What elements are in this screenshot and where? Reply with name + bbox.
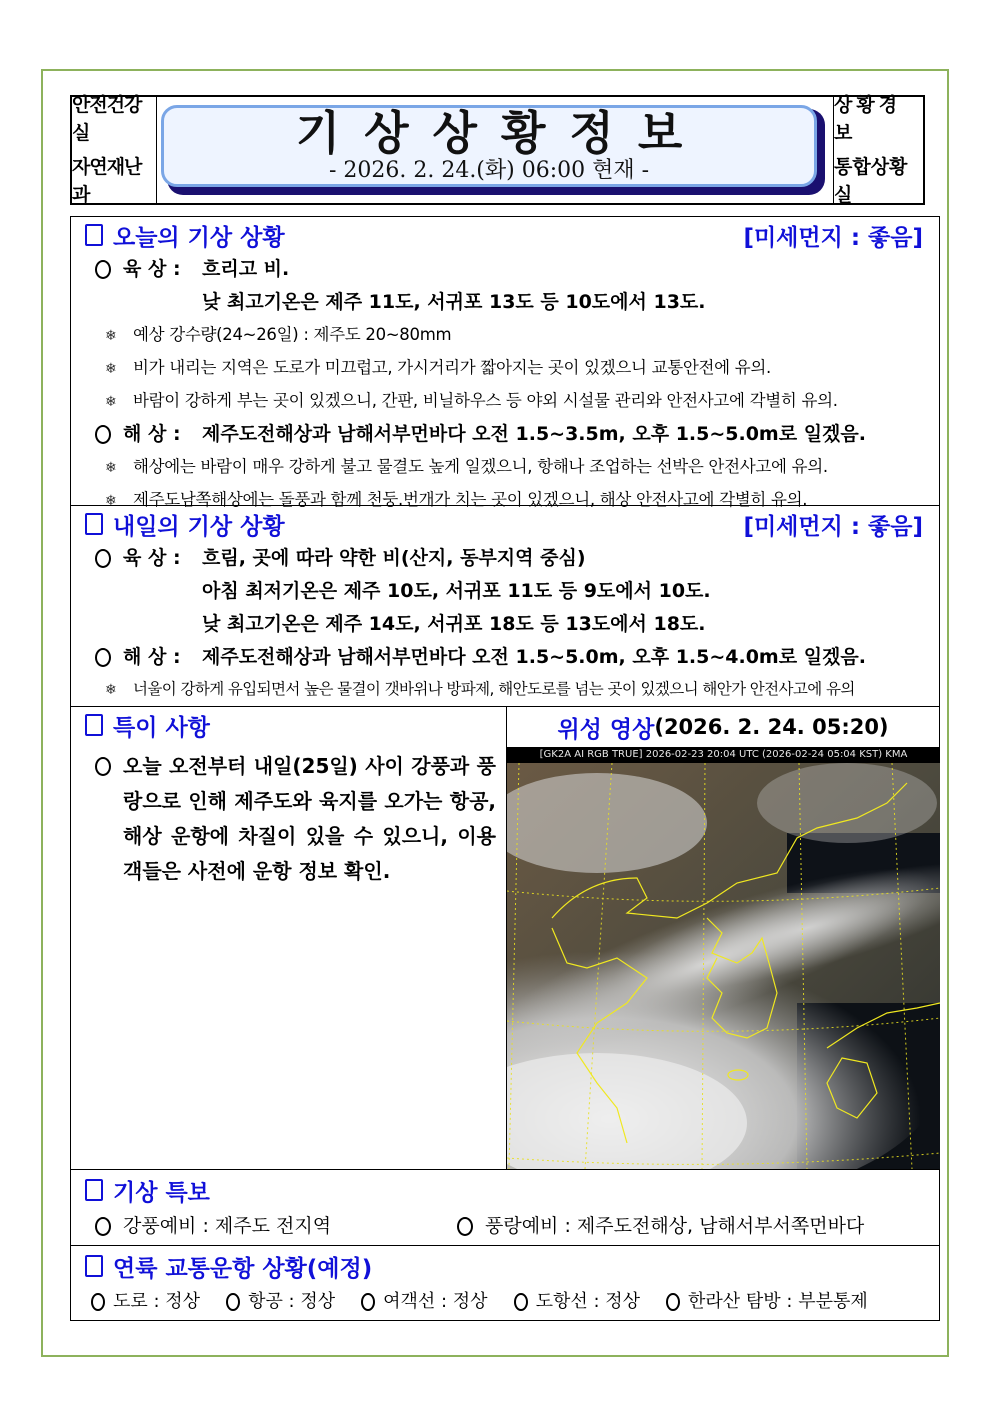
land-line-3: 낮 최고기온은 제주 14도, 서귀포 18도 등 13도에서 18도. — [202, 613, 706, 635]
circle-bullet-icon — [457, 1217, 473, 1236]
sea-label: 해 상 : — [123, 646, 181, 668]
satellite-time: (2026. 2. 24. 05:20) — [654, 715, 889, 739]
checkbox-icon — [85, 224, 103, 246]
asterisk-icon: ❄ — [105, 493, 117, 509]
section-special-notes — [70, 706, 940, 1170]
special-notes-panel — [71, 707, 506, 1169]
circle-bullet-icon — [226, 1293, 240, 1311]
note-text: 예상 강수량(24~26일) : 제주도 20~80mm — [133, 325, 452, 344]
land-min-temp-row — [71, 575, 939, 608]
note-text: 제주도남쪽해상에는 돌풍과 함께 천둥.번개가 치는 곳이 있겠으니, 해상 안전사고에 각별히 유의. — [133, 490, 808, 509]
section-title — [85, 508, 285, 541]
transport-text: 항공 : 정상 — [248, 1291, 336, 1312]
land-label: 육 상 : — [123, 547, 181, 569]
section-transport-status — [70, 1245, 940, 1321]
land-label: 육 상 : — [123, 258, 181, 280]
land-forecast-row — [71, 253, 939, 286]
transport-item-road — [91, 1286, 200, 1318]
warning-text: 풍랑예비 : 제주도전해상, 남해서부서쪽먼바다 — [485, 1215, 865, 1237]
checkbox-icon — [85, 513, 103, 535]
asterisk-icon: ❄ — [105, 361, 117, 377]
transport-item-air — [226, 1286, 335, 1318]
section-header — [71, 1170, 939, 1210]
checkbox-icon — [85, 714, 103, 736]
transport-text: 도항선 : 정상 — [535, 1291, 641, 1312]
note-row — [71, 352, 939, 385]
transport-item-island-ferry — [514, 1286, 640, 1318]
section-title — [85, 709, 210, 742]
warning-item — [95, 1210, 457, 1242]
issuing-department — [72, 94, 157, 206]
note-row — [71, 385, 939, 418]
title-area — [157, 97, 833, 203]
land-forecast-row — [71, 542, 939, 575]
transport-text: 한라산 탐방 : 부분통제 — [688, 1291, 868, 1312]
section-tomorrow-weather — [70, 505, 940, 707]
transport-list — [71, 1286, 939, 1318]
note-row — [71, 319, 939, 352]
satellite-label: 위성 영상 — [557, 716, 655, 743]
circle-bullet-icon — [95, 648, 111, 667]
tomorrow-heading: 내일의 기상 상황 — [113, 513, 285, 540]
warning-text: 강풍예비 : 제주도 전지역 — [123, 1215, 332, 1237]
checkbox-icon — [85, 1179, 103, 1201]
page-title: 기상상황정보 — [295, 106, 707, 160]
land-line-2: 낮 최고기온은 제주 11도, 서귀포 13도 등 10도에서 13도. — [202, 291, 706, 313]
satellite-title — [507, 707, 939, 747]
dept-line-1: 안전건강실 — [72, 94, 142, 144]
sea-line: 제주도전해상과 남해서부먼바다 오전 1.5~5.0m, 오후 1.5~4.0m로 일겠음. — [202, 646, 866, 668]
note-text: 바람이 강하게 부는 곳이 있겠으니, 간판, 비닐하우스 등 야외 시설물 관리와 안전사고에 각별히 유의. — [133, 391, 838, 410]
transport-heading: 연륙 교통운항 상황(예정) — [113, 1255, 373, 1282]
section-today-weather — [70, 216, 940, 509]
circle-bullet-icon — [95, 549, 111, 568]
land-temp-row — [71, 286, 939, 319]
today-heading: 오늘의 기상 상황 — [113, 224, 285, 251]
dept-line-2: 자연재난과 — [72, 156, 142, 206]
land-line-1: 흐림, 곳에 따라 약한 비(산지, 동부지역 중심) — [202, 547, 586, 569]
circle-bullet-icon — [361, 1293, 375, 1311]
office-line-1: 상황경보 — [834, 94, 902, 144]
section-header — [71, 506, 939, 542]
special-note-paragraph — [71, 743, 506, 889]
asterisk-icon: ❄ — [105, 328, 117, 344]
transport-text: 도로 : 정상 — [113, 1291, 201, 1312]
fine-dust-status: [미세먼지 : 좋음] — [743, 513, 923, 540]
sea-label: 해 상 : — [123, 423, 181, 445]
note-row — [71, 451, 939, 484]
office-line-2: 통합상황실 — [834, 156, 908, 206]
note-text: 너울이 강하게 유입되면서 높은 물결이 갯바위나 방파제, 해안도로를 넘는 곳이 있겠으니 해안가 안전사고에 유의 — [133, 680, 855, 698]
satellite-panel — [506, 707, 939, 1169]
satellite-map-graphic — [507, 763, 940, 1169]
transport-item-ferry — [361, 1286, 487, 1318]
sea-line: 제주도전해상과 남해서부먼바다 오전 1.5~3.5m, 오후 1.5~5.0m로 일겠음. — [202, 423, 866, 445]
document-header — [70, 95, 925, 205]
warnings-heading: 기상 특보 — [113, 1179, 210, 1206]
land-line-2: 아침 최저기온은 제주 10도, 서귀포 11도 등 9도에서 10도. — [202, 580, 711, 602]
section-header — [71, 707, 506, 743]
transport-item-hallasan — [666, 1286, 868, 1318]
circle-bullet-icon — [95, 260, 111, 279]
circle-bullet-icon — [95, 1217, 111, 1236]
circle-bullet-icon — [514, 1293, 528, 1311]
section-header — [71, 217, 939, 253]
checkbox-icon — [85, 1255, 103, 1277]
section-title — [85, 219, 285, 252]
asterisk-icon: ❄ — [105, 394, 117, 410]
report-datetime: - 2026. 2. 24.(화) 06:00 현재 - — [328, 158, 650, 183]
circle-bullet-icon — [666, 1293, 680, 1311]
section-title — [85, 1174, 210, 1207]
sea-forecast-row — [71, 641, 939, 674]
section-weather-warnings — [70, 1169, 940, 1246]
circle-bullet-icon — [95, 757, 111, 776]
circle-bullet-icon — [95, 425, 111, 444]
note-row — [71, 674, 939, 706]
circle-bullet-icon — [91, 1293, 105, 1311]
land-line-1: 흐리고 비. — [202, 258, 290, 280]
title-box — [161, 105, 817, 187]
satellite-caption: [GK2A AI RGB TRUE] 2026-02-23 20:04 UTC (2026-02-24 05:04 KST) KMA — [507, 747, 940, 763]
special-text: 오늘 오전부터 내일(25일) 사이 강풍과 풍랑으로 인해 제주도와 육지를 오가는 항공, 해상 운항에 차질이 있을 수 있으니, 이용객들은 사전에 운항 정보 확인. — [123, 754, 496, 883]
transport-text: 여객선 : 정상 — [383, 1291, 488, 1312]
special-heading: 특이 사항 — [113, 714, 210, 741]
asterisk-icon: ❄ — [105, 682, 117, 698]
section-header — [71, 1246, 939, 1286]
fine-dust-status: [미세먼지 : 좋음] — [743, 224, 923, 251]
sea-forecast-row — [71, 418, 939, 451]
warnings-list — [71, 1210, 939, 1242]
warning-item — [457, 1210, 864, 1242]
note-text: 비가 내리는 지역은 도로가 미끄럽고, 가시거리가 짧아지는 곳이 있겠으니 교통안전에 유의. — [133, 358, 771, 377]
land-max-temp-row — [71, 608, 939, 641]
satellite-image — [507, 747, 940, 1169]
section-title — [85, 1250, 372, 1283]
situation-office — [833, 94, 923, 206]
note-text: 해상에는 바람이 매우 강하게 불고 물결도 높게 일겠으니, 항해나 조업하는 선박은 안전사고에 유의. — [133, 457, 828, 476]
asterisk-icon: ❄ — [105, 460, 117, 476]
